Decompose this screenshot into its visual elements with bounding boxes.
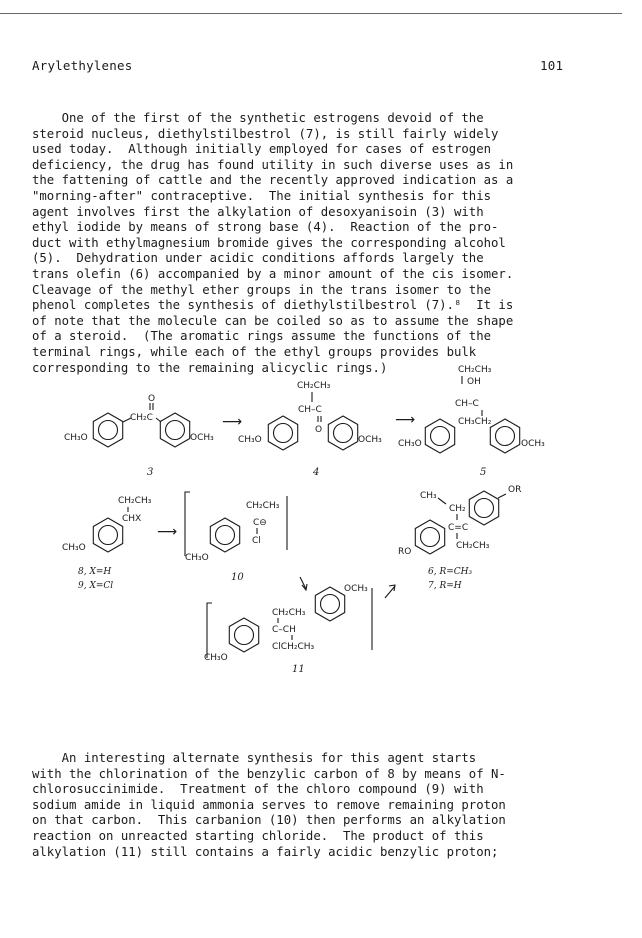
text-line: reaction on unreacted starting chloride. The product of this xyxy=(32,828,484,843)
chx-group: CHX xyxy=(122,514,142,524)
benzene-ring xyxy=(160,413,189,447)
double-bond: C=C xyxy=(448,523,469,533)
ethyl-group: CH₂CH₃ xyxy=(297,381,331,391)
text-line: terminal rings, while each of the ethyl groups provides bulk xyxy=(32,344,477,359)
ketone-oxygen: O xyxy=(315,425,323,435)
methylene-ketone: CH₂C xyxy=(130,413,153,423)
text-line: trans olefin (6) accompanied by a minor amount of the cis isomer. xyxy=(32,266,514,281)
ketone-oxygen: O xyxy=(148,394,156,404)
benzene-ring xyxy=(469,491,498,525)
chloro-group: Cl xyxy=(252,536,261,546)
ethyl-group: CH₂CH₃ xyxy=(456,541,490,551)
compound-number: 4 xyxy=(313,467,320,478)
benzene-ring xyxy=(93,413,122,447)
benzene-ring xyxy=(268,416,297,450)
text-line: on that carbon. This carbanion (10) then performs an alkylation xyxy=(32,813,506,828)
text-line: duct with ethylmagnesium bromide gives the corresponding alcohol xyxy=(32,235,506,250)
text-line: phenol completes the synthesis of diethylstilbestrol (7).⁸ It is xyxy=(32,298,514,313)
text-line: sodium amide in liquid ammonia serves to remove remaining proton xyxy=(32,797,506,812)
compound-number: 10 xyxy=(231,572,244,583)
benzene-ring xyxy=(210,518,239,552)
benzene-ring xyxy=(425,419,454,453)
text-line: (5). Dehydration under acidic conditions affords largely the xyxy=(32,251,484,266)
paragraph-intro xyxy=(32,111,622,376)
methyl-group: CH₃ xyxy=(420,491,437,501)
alkoxy-group: OR xyxy=(508,485,522,495)
text-line: of a steroid. (The aromatic rings assume the functions of the xyxy=(32,329,492,344)
methoxy-group: OCH₃ xyxy=(521,439,545,449)
text-line: corresponding to the remaining alicyclic rings.) xyxy=(32,360,388,375)
text-line: used today. Although initially employed for cases of estrogen xyxy=(32,142,492,157)
methoxy-group: OCH₃ xyxy=(344,584,368,594)
compound-number-11: 11 xyxy=(292,664,305,675)
compound-label: 8, X=H xyxy=(78,567,112,577)
benzene-ring xyxy=(328,416,357,450)
methoxy-group: CH₃O xyxy=(238,435,262,445)
ch-c-fragment: CH–C xyxy=(455,399,479,409)
ethyl-group: CH₃CH₂ xyxy=(458,417,492,427)
text-line: "morning-after" contraceptive. The initial synthesis for this xyxy=(32,188,492,203)
text-line: with the chlorination of the benzylic carbon of 8 by means of N- xyxy=(32,766,506,781)
compound-label: 6, R=CH₃ xyxy=(428,567,473,577)
carbanion: C⊖ xyxy=(253,518,267,528)
paragraph-alternate-synthesis xyxy=(32,751,622,860)
compound-10 xyxy=(185,492,307,590)
text-line: One of the first of the synthetic estrogens devoid of the xyxy=(32,111,484,125)
text-line: agent involves first the alkylation of desoxyanisoin (3) with xyxy=(32,204,484,219)
methylene-group: CH₂ xyxy=(449,504,466,514)
methoxy-group: OCH₃ xyxy=(190,433,214,443)
text-line: An interesting alternate synthesis for this agent starts xyxy=(32,751,477,765)
compound-4 xyxy=(238,381,382,478)
text-line: of note that the molecule can be coiled so as to assume the shape xyxy=(32,313,514,328)
text-line: alkylation (11) still contains a fairly acidic benzylic proton; xyxy=(32,844,499,859)
benzene-ring xyxy=(229,618,258,652)
text-line: deficiency, the drug has found utility in such diverse uses as in xyxy=(32,157,514,172)
compound-number: 3 xyxy=(147,467,154,478)
page-number: 101 xyxy=(540,58,564,73)
text-line: the fattening of cattle and the recently approved indication as a xyxy=(32,173,514,188)
ethyl-group: CH₂CH₃ xyxy=(118,496,152,506)
text-line: Cleavage of the methyl ether groups in the trans isomer to the xyxy=(32,282,492,297)
ethyl-group: CH₂CH₃ xyxy=(272,608,306,618)
reaction-scheme xyxy=(0,360,642,660)
text-line: chlorosuccinimide. Treatment of the chloro compound (9) with xyxy=(32,782,484,797)
text-line: ethyl iodide by means of strong base (4). Reaction of the pro- xyxy=(32,220,499,235)
running-head: Arylethylenes xyxy=(32,58,133,73)
text-line: steroid nucleus, diethylstilbestrol (7), is still fairly widely xyxy=(32,126,499,141)
reaction-arrow: ⟶ xyxy=(395,412,416,428)
compound-8-9 xyxy=(62,496,152,591)
alkoxy-group: RO xyxy=(398,547,412,557)
methoxy-group: CH₃O xyxy=(64,433,88,443)
methoxy-group: CH₃O xyxy=(204,653,228,660)
benzene-ring xyxy=(93,518,122,552)
methoxy-group: OCH₃ xyxy=(358,435,382,445)
compound-6-7 xyxy=(385,485,521,598)
benzene-ring xyxy=(490,419,519,453)
top-rule xyxy=(0,13,622,14)
compound-3 xyxy=(64,394,214,478)
chloroethyl-group: ClCH₂CH₃ xyxy=(272,642,315,652)
benzene-ring xyxy=(415,520,444,554)
ch-c-fragment: CH–C xyxy=(298,405,322,415)
compound-11 xyxy=(204,584,372,660)
hydroxyl-group: OH xyxy=(467,377,481,387)
reaction-arrow: ⟶ xyxy=(222,414,243,430)
reaction-arrow: ⟶ xyxy=(157,524,178,540)
methoxy-group: CH₃O xyxy=(62,543,86,553)
compound-label: 9, X=Cl xyxy=(78,581,114,591)
compound-label: 7, R=H xyxy=(428,581,462,591)
methoxy-group: CH₃O xyxy=(398,439,422,449)
c-ch-fragment: C–CH xyxy=(272,625,296,635)
benzene-ring xyxy=(315,587,344,621)
ethyl-group: CH₂CH₃ xyxy=(458,365,492,375)
compound-number: 5 xyxy=(480,467,487,478)
compound-5 xyxy=(398,365,545,478)
methoxy-group: CH₃O xyxy=(185,553,209,563)
ethyl-group: CH₂CH₃ xyxy=(246,501,280,511)
